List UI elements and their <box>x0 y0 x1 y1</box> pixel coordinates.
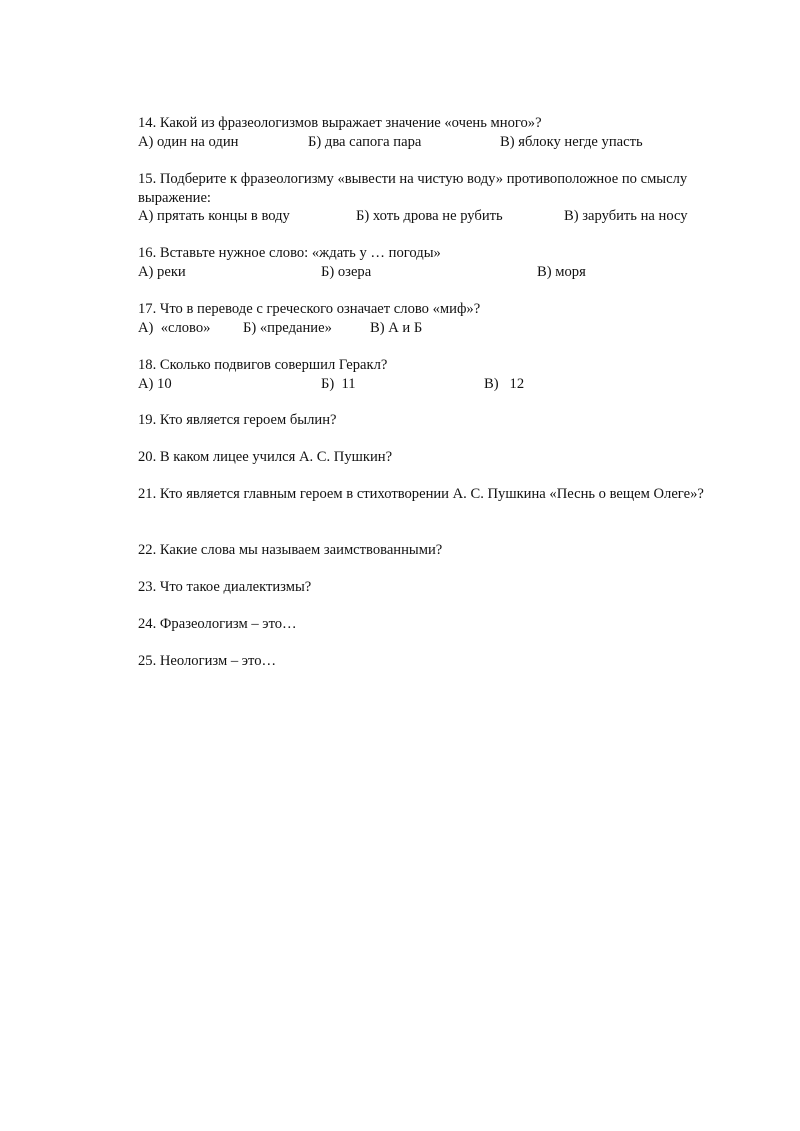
question-text: 20. В каком лицее учился А. С. Пушкин? <box>138 449 393 465</box>
question-14 <box>138 114 728 151</box>
options-row <box>138 133 728 152</box>
question-text: 22. Какие слова мы называем заимствованными? <box>138 542 443 558</box>
option-a: А) реки <box>138 263 186 280</box>
option-b: Б) озера <box>321 263 372 280</box>
question-text: 19. Кто является героем былин? <box>138 412 337 428</box>
question-20 <box>138 448 728 467</box>
option-b: Б) два сапога пара <box>308 133 422 150</box>
options-row <box>138 375 728 394</box>
question-21 <box>138 485 718 504</box>
question-text: 15. Подберите к фразеологизму «вывести на чистую воду» противоположное по смыслу выражение: <box>138 171 688 206</box>
option-c: В) моря <box>537 263 586 280</box>
options-row <box>138 207 708 226</box>
question-text: 16. Вставьте нужное слово: «ждать у … погоды» <box>138 245 441 261</box>
question-17 <box>138 300 728 337</box>
question-text: 25. Неологизм – это… <box>138 653 277 669</box>
option-a: А) «слово» <box>138 319 211 336</box>
option-c: В) А и Б <box>370 319 423 336</box>
question-22 <box>138 541 728 560</box>
question-text: 24. Фразеологизм – это… <box>138 616 297 632</box>
option-a: А) один на один <box>138 133 239 150</box>
option-b: Б) 11 <box>321 375 356 392</box>
question-text: 21. Кто является главным героем в стихотворении А. С. Пушкина «Песнь о вещем Олеге»? <box>138 486 704 502</box>
option-b: Б) «предание» <box>243 319 332 336</box>
option-c: В) зарубить на носу <box>564 208 688 224</box>
option-b: Б) хоть дрова не рубить <box>356 208 503 224</box>
question-18 <box>138 356 728 393</box>
options-row <box>138 263 728 282</box>
question-text: 18. Сколько подвигов совершил Геракл? <box>138 357 388 373</box>
question-25 <box>138 652 728 671</box>
option-c: В) яблоку негде упасть <box>500 133 643 150</box>
question-23 <box>138 578 728 597</box>
question-15 <box>138 170 708 226</box>
question-19 <box>138 411 728 430</box>
option-a: А) прятать концы в воду <box>138 208 290 224</box>
question-text: 17. Что в переводе с греческого означает слово «миф»? <box>138 301 481 317</box>
options-row <box>138 319 728 338</box>
option-c: В) 12 <box>484 375 525 392</box>
question-text: 23. Что такое диалектизмы? <box>138 579 312 595</box>
option-a: А) 10 <box>138 375 172 392</box>
question-text: 14. Какой из фразеологизмов выражает значение «очень много»? <box>138 115 542 131</box>
question-24 <box>138 615 728 634</box>
question-16 <box>138 244 728 281</box>
